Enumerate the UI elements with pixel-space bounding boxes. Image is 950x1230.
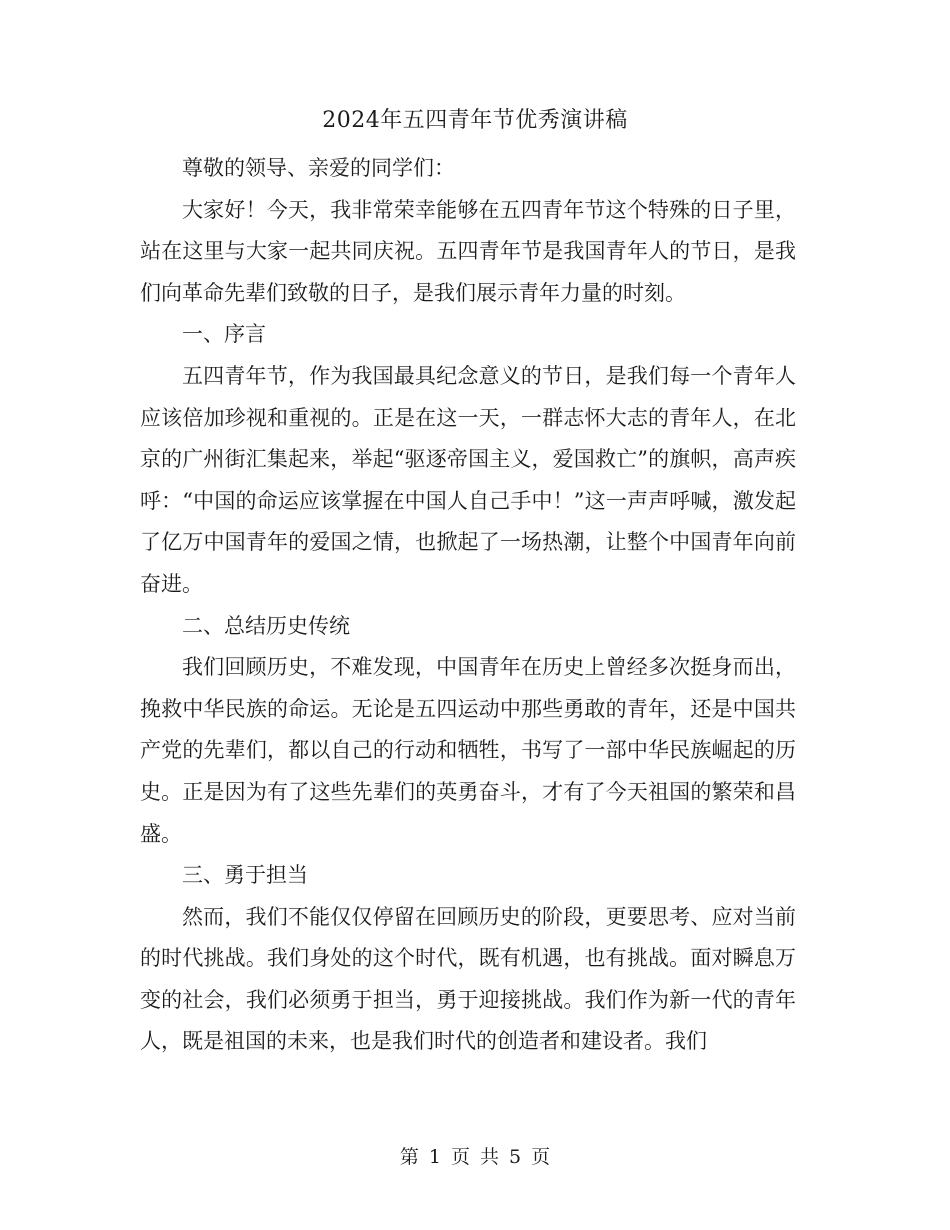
page-footer: 第 1 页 共 5 页: [399, 1146, 551, 1168]
greeting-paragraph: 大家好！今天，我非常荣幸能够在五四青年节这个特殊的日子里，站在这里与大家一起共同庆祝。五四青年节是我国青年人的节日，是我们向革命先辈们致敬的日子，是我们展示青年力量的时刻。: [140, 197, 796, 305]
document-body: [140, 148, 796, 1063]
section-heading-history: 二、总结历史传统: [182, 613, 350, 638]
history-paragraph: 我们回顾历史，不难发现，中国青年在历史上曾经多次挺身而出，挽救中华民族的命运。无论是五四运动中那些勇敢的青年，还是中国共产党的先辈们，都以自己的行动和牺牲，书写了一部中华民族崛起的历史。正是因为有了这些先辈们的英勇奋斗，才有了今天祖国的繁荣和昌盛。: [140, 655, 796, 846]
section-heading-preface: 一、序言: [182, 322, 266, 347]
preface-paragraph: 五四青年节，作为我国最具纪念意义的节日，是我们每一个青年人应该倍加珍视和重视的。正是在这一天，一群志怀大志的青年人，在北京的广州街汇集起来，举起“驱逐帝国主义，爱国救亡”的旗帜，高声疾呼：“中国的命运应该掌握在中国人自己手中！”这一声声呼喊，激发起了亿万中国青年的爱国之情，也掀起了一场热潮，让整个中国青年向前奋进。: [140, 363, 796, 596]
salutation-paragraph: 尊敬的领导、亲爱的同学们：: [182, 156, 455, 180]
responsibility-paragraph: 然而，我们不能仅仅停留在回顾历史的阶段，更要思考、应对当前的时代挑战。我们身处的这个时代，既有机遇，也有挑战。面对瞬息万变的社会，我们必须勇于担当，勇于迎接挑战。我们作为新一代的青年人，既是祖国的未来，也是我们时代的创造者和建设者。我们: [140, 904, 796, 1054]
document-title: 2024年五四青年节优秀演讲稿: [322, 108, 628, 133]
section-heading-responsibility: 三、勇于担当: [182, 863, 308, 888]
